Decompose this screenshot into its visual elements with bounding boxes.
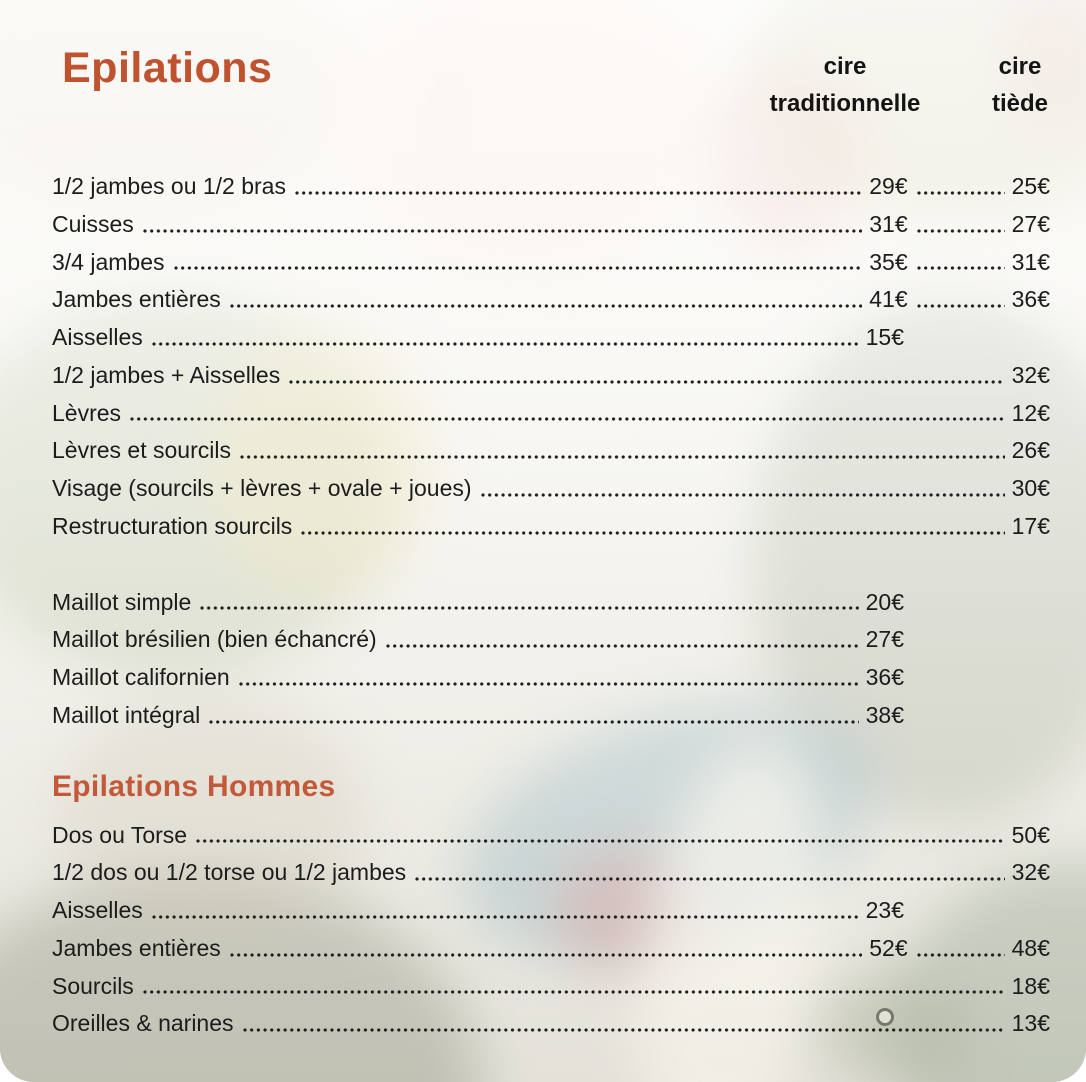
price-row bbox=[52, 584, 1050, 622]
price: 30€ bbox=[1011, 475, 1050, 501]
item-label: Restructuration sourcils bbox=[52, 512, 293, 539]
price-row bbox=[52, 357, 1050, 395]
price-row bbox=[52, 854, 1050, 892]
dot-leader bbox=[917, 304, 1005, 308]
price: 32€ bbox=[1011, 859, 1050, 886]
dot-leader bbox=[295, 191, 862, 195]
dot-leader bbox=[230, 953, 863, 957]
price: 27€ bbox=[865, 626, 904, 653]
price: 26€ bbox=[1011, 437, 1050, 464]
price: 32€ bbox=[1011, 361, 1050, 388]
price-row bbox=[52, 817, 1050, 855]
dot-leader bbox=[130, 417, 1005, 421]
column-header-line1: cire bbox=[823, 53, 867, 80]
price-row bbox=[52, 206, 1050, 244]
price-row bbox=[52, 319, 1050, 357]
dot-leader bbox=[143, 229, 862, 233]
dot-leader bbox=[230, 304, 863, 308]
price-cire-traditionnelle: 31€ bbox=[869, 210, 908, 237]
dot-leader bbox=[152, 342, 859, 346]
dot-leader bbox=[917, 953, 1005, 957]
price-row bbox=[52, 697, 1050, 735]
column-header-cire-traditionnelle bbox=[752, 48, 938, 122]
price-cire-traditionnelle: 29€ bbox=[869, 173, 908, 199]
section-maillot bbox=[52, 584, 1050, 735]
item-label: Dos ou Torse bbox=[52, 821, 188, 848]
dot-leader bbox=[200, 606, 858, 610]
column-header-line2: traditionnelle bbox=[769, 90, 921, 117]
item-label: Oreilles & narines bbox=[52, 1010, 234, 1037]
item-label: Sourcils bbox=[52, 972, 134, 999]
price-row bbox=[52, 281, 1050, 319]
page-title: Epilations bbox=[62, 44, 273, 92]
section-title-hommes: Epilations Hommes bbox=[52, 769, 336, 803]
item-label: Maillot simple bbox=[52, 588, 192, 615]
item-label: 3/4 jambes bbox=[52, 248, 165, 275]
dot-leader bbox=[289, 380, 1004, 384]
price-row bbox=[52, 621, 1050, 659]
dot-leader bbox=[301, 531, 1004, 535]
item-label: Aisselles bbox=[52, 897, 143, 923]
dot-leader bbox=[143, 990, 1005, 994]
dot-leader bbox=[196, 839, 1005, 843]
section-epilations-femmes bbox=[52, 168, 1050, 546]
item-label: Jambes entières bbox=[52, 934, 221, 961]
item-label: 1/2 jambes + Aisselles bbox=[52, 361, 281, 388]
price-row bbox=[52, 508, 1050, 546]
item-label: 1/2 dos ou 1/2 torse ou 1/2 jambes bbox=[52, 859, 407, 886]
dot-leader bbox=[917, 266, 1005, 270]
price-cire-tiede: 27€ bbox=[1011, 210, 1050, 237]
price: 20€ bbox=[865, 588, 904, 615]
dot-leader bbox=[243, 1028, 1005, 1032]
price: 15€ bbox=[865, 324, 904, 350]
item-label: Aisselles bbox=[52, 324, 143, 350]
dot-leader bbox=[917, 191, 1005, 195]
dot-leader bbox=[240, 455, 1005, 459]
column-header-line1: cire bbox=[998, 53, 1042, 80]
dot-leader bbox=[415, 877, 1004, 881]
price-row bbox=[52, 470, 1050, 508]
price-row bbox=[52, 244, 1050, 282]
price: 23€ bbox=[865, 897, 904, 923]
item-label: Lèvres et sourcils bbox=[52, 437, 231, 464]
item-label: Maillot brésilien (bien échancré) bbox=[52, 626, 377, 653]
price-cire-tiede: 36€ bbox=[1011, 286, 1050, 313]
price-cire-tiede: 31€ bbox=[1011, 248, 1050, 275]
price-cire-tiede: 25€ bbox=[1011, 173, 1050, 199]
item-label: Lèvres bbox=[52, 399, 122, 426]
price: 50€ bbox=[1011, 821, 1050, 848]
price: 38€ bbox=[865, 701, 904, 728]
price: 18€ bbox=[1011, 972, 1050, 999]
item-label: Visage (sourcils + lèvres + ovale + joues) bbox=[52, 475, 472, 501]
price-row bbox=[52, 168, 1050, 206]
price-cire-traditionnelle: 41€ bbox=[869, 286, 908, 313]
header bbox=[52, 42, 1050, 168]
price: 36€ bbox=[865, 664, 904, 690]
price-cire-traditionnelle: 35€ bbox=[869, 248, 908, 275]
item-label: Cuisses bbox=[52, 210, 134, 237]
price-cire-tiede: 48€ bbox=[1011, 934, 1050, 961]
dot-leader bbox=[917, 229, 1005, 233]
price-row bbox=[52, 432, 1050, 470]
price-cire-traditionnelle: 52€ bbox=[869, 934, 908, 961]
price: 13€ bbox=[1011, 1010, 1050, 1037]
price-row bbox=[52, 659, 1050, 697]
dot-leader bbox=[152, 915, 859, 919]
price-row bbox=[52, 930, 1050, 968]
item-label: Jambes entières bbox=[52, 286, 221, 313]
dot-leader bbox=[209, 720, 858, 724]
dot-leader bbox=[481, 493, 1005, 497]
price-row bbox=[52, 395, 1050, 433]
column-header-cire-tiede bbox=[978, 48, 1062, 122]
item-label: 1/2 jambes ou 1/2 bras bbox=[52, 173, 286, 199]
dot-leader bbox=[386, 644, 859, 648]
column-header-line2: tiède bbox=[991, 90, 1048, 117]
item-label: Maillot californien bbox=[52, 664, 230, 690]
dot-leader bbox=[174, 266, 863, 270]
price-row bbox=[52, 892, 1050, 930]
price: 17€ bbox=[1011, 512, 1050, 539]
price-row bbox=[52, 1005, 1050, 1043]
price-row bbox=[52, 968, 1050, 1006]
item-label: Maillot intégral bbox=[52, 701, 201, 728]
price: 12€ bbox=[1011, 399, 1050, 426]
section-epilations-hommes bbox=[52, 817, 1050, 1044]
dot-leader bbox=[239, 682, 859, 686]
